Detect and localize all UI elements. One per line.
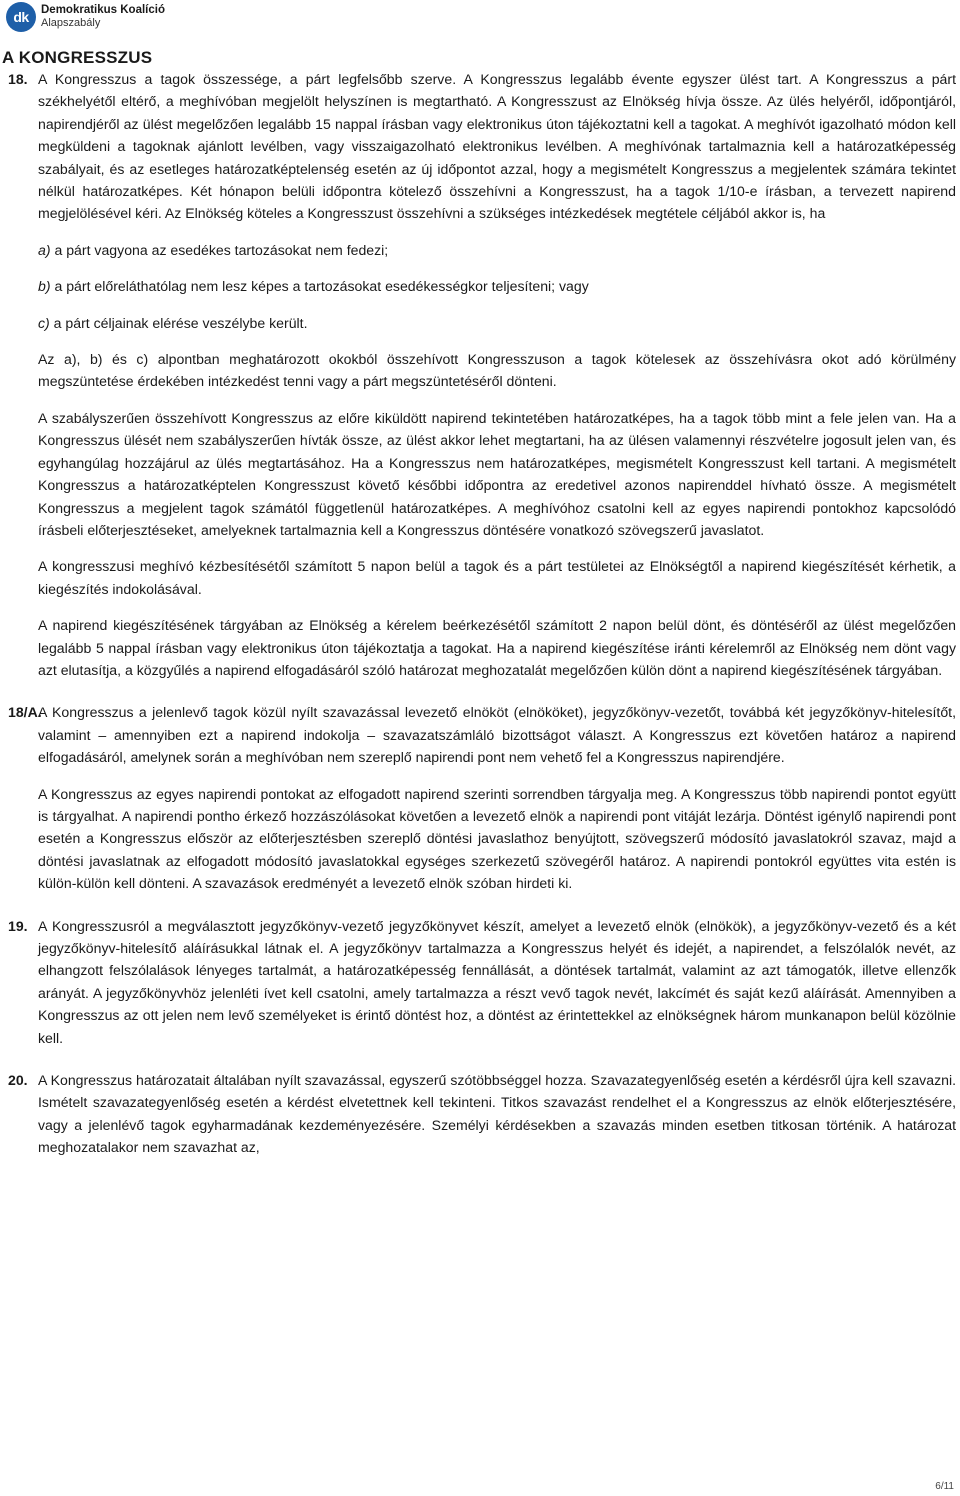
list-item-c — [38, 312, 956, 334]
list-item-a — [38, 239, 956, 261]
section-title: A KONGRESSZUS — [2, 48, 153, 67]
list-item-b — [38, 275, 956, 297]
paragraph-text: A Kongresszus a jelenlevő tagok közül nyílt szavazással levezető elnököt (elnököket), jegyzőkönyv-vezetőt, továbbá két jegyzőkönyv-hitelesítőt, valamint – amennyiben ezt a napirend indokolja – szavazatszámláló bizottságot választ. A Kongresszus ezt követően határoz a napirend elfogadásáról, amelynek során a meghívóban nem szereplő napirendi pont nem vehető fel a Kongresszus napirendjére. — [38, 704, 956, 766]
paragraph-text: A Kongresszus határozatait általában nyílt szavazással, egyszerű szótöbbséggel hozza. Szavazategyenlőség esetén a kérdésről újra kell szavazni. Ismételt szavazategyenlőség esetén a kérdést elvetettnek kell tekinteni. Titkos szavazást rendelhet el a Kongresszus az elnök előterjesztésére, vagy a jelenlévő tagok egyharmadának kezdeményezésére. Személyi kérdésekben a szavazás minden esetben titkosan történik. A határozat meghozatalakor nem szavazhat az, — [38, 1072, 956, 1156]
paragraph-18a-2: A Kongresszus az egyes napirendi pontokat az elfogadott napirend szerinti sorrendben tárgyalja meg. A Kongresszus több napirendi pontot együtt is tárgyalhat. A napirendi pontho érkező hozzászólásokat követően a levezető elnök a napirendi pont vitáját lezárja. Döntést igénylő napirendi pont esetén a Kongresszus először az előterjesztésben szereplő döntési javaslathoz benyújtott, szövegszerű módosító javaslatokról szavaz, majd a döntési javaslatnak az elfogadott módosító javaslatokkal egységes szerkezetű szövegéről határoz. A napirendi pontokról együttes vita estén is külön-külön kell dönteni. A szavazások eredményét a levezető elnök szóban hirdeti ki. — [38, 785, 956, 892]
brand-block — [41, 4, 165, 30]
doc-name: Alapszabály — [41, 17, 101, 29]
paragraph-20 — [8, 1069, 956, 1159]
list-letter: b) — [38, 278, 51, 295]
paragraph-quorum: A szabályszerűen összehívott Kongresszus az előre kiküldött napirend tekintetében határozatképes, ha a tagok több mint a fele jelen van. Ha a Kongresszus ülését nem szabályszerűen hívták össze, az ülést akkor lehet megtartani, ha az ülésen valamennyi részvételre jogosult jelen van, és egyhangúlag hozzájárul az ülés megtartásához. Ha a Kongresszus nem határozatképes, megismételt Kongresszust kell tartani. A megismételt Kongresszus a határozatképtelen Kongresszust követő későbbi időpontra az eredetivel azonos napirenddel hívható össze. A megismételt Kongresszus a megjelent tagok számától függetlenül határozatképes. A meghívóhoz csatolni kell az egyes napirendi pontokhoz kapcsolódó írásbeli előterjesztéseket, amelyeknek tartalmaznia kell a Kongresszus döntésére vonatkozó szövegszerű javaslatot. — [38, 409, 956, 538]
list-letter: a) — [38, 241, 51, 258]
paragraph-number: 18/A. — [8, 704, 42, 721]
paragraph-18 — [8, 68, 956, 225]
document-header — [6, 2, 165, 32]
dk-logo-icon: dk — [6, 2, 36, 32]
page-number: 6/11 — [935, 1481, 954, 1492]
list-text: a párt előreláthatólag nem lesz képes a tartozásokat esedékességkor teljesíteni; vagy — [54, 278, 589, 295]
list-text: a párt vagyona az esedékes tartozásokat nem fedezi; — [54, 241, 389, 258]
paragraph-18a — [8, 701, 956, 768]
paragraph-number: 20. — [8, 1072, 28, 1089]
list-letter: c) — [38, 314, 50, 331]
paragraph-number: 18. — [8, 71, 28, 87]
org-name: Demokratikus Koalíció — [41, 4, 165, 16]
list-text: a párt céljainak elérése veszélybe került. — [53, 314, 308, 331]
paragraph-text: A Kongresszusról a megválasztott jegyzőkönyv-vezető jegyzőkönyvet készít, amelyet a levezető elnök (elnökök), a jegyzőkönyv-vezető és a két jegyzőkönyv-hitelesítő aláírásukkal látnak el. A jegyzőkönyv tartalmazza a Kongresszus helyét és idejét, a napirendet, a felszólalók nevét, az elhangzott felszólalások lényeges tartalmát, a határozatképesség fennállását, a döntések tartalmát, valamint az azt támogatók, illetve ellenzők arányát. A jegyzőkönyvhöz jelenléti ívet kell csatolni, amely tartalmazza a részt vevő tagok nevét, lakcímét és saját kezű aláírását. Amennyiben a Kongresszus az ott jelen nem levő személyeket is érintő döntést hoz, a döntést az érintettekkel az elnökségnek három munkanapon belül közölnie kell. — [38, 917, 956, 1046]
paragraph-abc: Az a), b) és c) alpontban meghatározott okokból összehívott Kongresszuson a tagok kötelesek az összehívásra okot adó körülmény megszüntetése érdekében intézkedést tenni vagy a párt megszüntetéséről dönteni. — [38, 351, 956, 390]
paragraph-agenda: A napirend kiegészítésének tárgyában az Elnökség a kérelem beérkezésétől számított 2 napon belül dönt, és döntéséről az ülést megelőzően legalább 5 nappal írásban vagy elektronikus úton tájékoztatja a tagokat. Ha a napirend kiegészítése iránti kérelemről az Elnökség nem dönt vagy azt elutasítja, a közgyűlés a napirend elfogadásáról szóló határozat meghozatalát megelőzően külön dönt a napirend kiegészítésének tárgyában. — [38, 617, 956, 678]
paragraph-invitation: A kongresszusi meghívó kézbesítésétől számított 5 napon belül a tagok és a párt testületei az Elnökségtől a napirend kiegészítését kérhetik, a kiegészítés indokolásával. — [38, 558, 956, 597]
paragraph-19 — [8, 915, 956, 1049]
paragraph-text: A Kongresszus a tagok összessége, a párt legfelsőbb szerve. A Kongresszus legalább évente egyszer ülést tart. A Kongresszus a párt székhelyétől eltérő, a meghívóban megjelölt helyszínen is megtartható. A Kongresszust az Elnökség hívja össze. Az ülés helyéről, időpontjáról, napirendjéről az ülést megelőzően legalább 15 nappal írásban vagy elektronikus úton tájékoztatni kell a tagokat. A meghívót igazolható módon kell megküldeni a tagoknak ajánlott levélben, vagy visszaigazolható elektronikus levélben. A meghívónak tartalmaznia kell a határozatképesség szabályait, és az esetleges határozatképtelenség esetén az új időpontot azzal, hogy a megismételt Kongresszus a megjelentek számára tekintet nélkül határozatképes. Két hónapon belüli időpontra kötelező összehívni a Kongresszust, ha a tagok 1/10-e írásban, a tervezett napirend megjelölésével kéri. Az Elnökség köteles a Kongresszust összehívni a szükséges intézkedések megtétele céljából akkor is, ha — [38, 71, 956, 222]
document-body — [8, 68, 956, 1159]
paragraph-number: 19. — [8, 917, 28, 934]
